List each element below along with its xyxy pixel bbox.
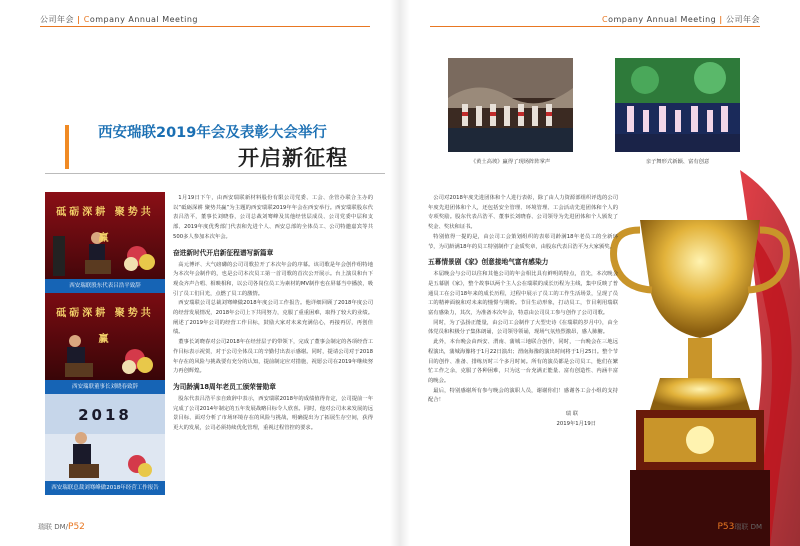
body-paragraph: 股东代表吕浩平亲自致辞中表示，西安瑞联2018年的成绩值得肯定，公司提前一年完成了公司2014年制定的五年发展战略目标令人欣喜。同时，他对公司未来发展的远景目标、面对分析了市场环境存在的风险与挑战，明确提出为了拓展生存空间，获得更大的发展，公司必须持续优化管理，重视过程管控的要求。 [173, 395, 373, 432]
stage-photo [615, 58, 740, 152]
body-paragraph: 公司对2018年度先进团体和个人进行表彰，除了由人力资源部组织评选的公司年度先进团体和个人，还包括安全管理、环境管理、工会活动先进团体和个人的专项奖励。股东代表吕浩平、董事长刘晓春、公司领导为先进团体和个人颁发了奖金、奖状和证书。 [428, 195, 618, 231]
right-text-column [428, 194, 618, 429]
stage-photo [448, 58, 573, 152]
body-paragraph: 董事长刘晓春对公司2018年在经营层子的带领下，完成了董事会制定的各项经营工作目标表示祝贺，对于公司全体员工的辛勤付出表示感谢。同时，提请公司对于2018年存在的风险与挑战要有充分的认知，提前制定应对措施，祝愿公司在2019年继续努力再创辉煌。 [173, 339, 373, 375]
body-paragraph: 高元博评、大气磅礴的公司司歌拉开了本次年会的序幕。该司歌是年会创作组特地为本次年会制作的，也是公司本次员工第一首司歌的首次公开展示。台上演员和台下观众齐声合唱、相映相和，以公司各岗位员工为素材的MV制作也在屏幕当中播放，吸引了员工们目光，点燃了员工的激情。 [173, 261, 373, 297]
header-en-rest: ompany Annual Meeting [608, 15, 717, 24]
header-en-initial: C [602, 15, 609, 24]
title-accent-bar [65, 125, 69, 169]
header-en-rest: ompany Annual Meeting [89, 15, 198, 24]
photo-performance-loess [448, 58, 573, 152]
header-rule [40, 26, 370, 27]
photo-caption: 西安瑞联股东代表吕浩平致辞 [45, 279, 165, 293]
article-title: 西安瑞联2019年会及表彰大会举行 [98, 125, 327, 141]
photo-president-report [45, 394, 165, 495]
left-page-number [38, 522, 85, 532]
header-cn-label: 公司年会 [726, 15, 760, 24]
photo-caption: 西安瑞联董事长刘晓春致辞 [45, 380, 165, 394]
stage-banner-text: 砥砺深耕 聚势共赢 [56, 308, 154, 345]
signature-author: 瑞 联 [565, 411, 578, 418]
header-en-initial: C [83, 15, 90, 24]
right-page [400, 0, 800, 546]
body-paragraph: 西安瑞联公司总裁刘骞峰做2018年度公司工作报告。他详细回顾了2018年度公司的经营发展情况，2018年公司上下共同努力，克服了重重困难，取得了较大的业绩。阐述了2019年公司的经营工作目标，鼓励大家对未来充满信心，再接再厉，再创佳绩。 [173, 300, 373, 336]
stage-banner-text: 2018 [78, 406, 132, 424]
body-paragraph: 最后，特别感谢所有参与晚会的演职人员，谢谢你们！感谢各工会小组的支持配合！ [428, 387, 618, 404]
body-paragraph: 此外，本台晚会由西安、渭南、蒲城三地联合创作，同时，一台晚会在三地远程演出，蒲城海豫将于1月22日演出；渭南海豫的演出时间将于1月25日。整个节目的创作、准备、排练历时三个多月时间。所有的演员都是公司员工，他们在繁忙工作之余，克服了各种困难，只为这一台充满正能量、富有创造性、内涵丰富的晚会。 [428, 339, 618, 384]
title-divider [45, 173, 385, 174]
article-subtitle: 开启新征程 [238, 146, 348, 170]
body-paragraph: 同时，为了弘扬正能量，由公司工会制作了大型史诗《在瑞联的岁月中》，由全体党员和积极分子集体朗诵，公司领导领诵，现场气氛热烈激昂，感人肺腑。 [428, 319, 618, 336]
body-paragraph: 本届晚会与公司以往和其他公司的年会相比具有鲜明的特点，首先，本次晚会是五幕剧《家》，整个故事以两个主人公在瑞联的成长历程为主线，集中反映了普通员工在公司18年来的成长历程，过程中展示了员工的工作生活场景，呈现了员工的精神面貌和对未来的憧憬与期盼。节目生动形象，打动员工，节目利用瑞联富有感染力，其次，为准备本次年会，特意由公司员工参与创作了公司司歌。 [428, 271, 618, 317]
intro-paragraph: 1月19日下午，由西安瑞联新材料股份有限公司党委、工会、企管办联合主办的以“砥砺深耕 聚势共赢”为主题的西安瑞联2019年年会在西安举行。西安瑞联股东代表吕浩平，董事长刘晓春，公司总裁刘骞峰及其他经营层成员、公司党委中层和支部、2019年度优秀部门代表和先进个人、西安总部的全体员工、公司特邀嘉宾等共500多人参加本次年会。 [173, 195, 373, 240]
photo-parent-child-dance [615, 58, 740, 152]
footer-label: 瑞联 DM [734, 523, 762, 531]
section-heading: 五幕情景剧《家》创意接地气富有感染力 [428, 258, 549, 267]
section-heading: 奋进新时代开启新征程谱写新篇章 [173, 248, 274, 257]
photo-caption: 亲子舞形式新颖、富有创意 [645, 159, 710, 165]
right-running-header: Company Annual Meeting | 公司年会 [602, 15, 760, 24]
left-running-header: 公司年会 | Company Annual Meeting [40, 15, 198, 24]
page-number: P52 [68, 522, 85, 532]
stage-banner-text: 砥砺深耕 聚势共赢 [56, 207, 154, 244]
left-text-column [173, 194, 373, 434]
photo-caption: 西安瑞联总裁刘骞峰做2018年经营工作报告 [45, 481, 165, 495]
signature-date: 2019年1月19日 [556, 420, 596, 427]
header-cn-label: 公司年会 [40, 15, 74, 24]
spine-shadow [390, 0, 410, 546]
body-paragraph: 特别值得一提的是，由公司工会策划组织的表彰司龄满18年老员工的全新环节，为司龄满18年的员工特别制作了金质奖章，由股东代表吕浩平为大家颁奖。 [428, 233, 618, 250]
page-number: P53 [717, 522, 735, 532]
photo-caption: 《黄土高坡》赢得了现场阵阵掌声 [470, 159, 551, 165]
footer-label: 瑞联 DM/ [38, 523, 69, 531]
header-rule [430, 26, 760, 27]
trophy-illustration [600, 170, 800, 546]
photo-shareholder-speech [45, 192, 165, 293]
section-heading: 为司龄满18周年老员工颁荣誉勋章 [173, 382, 276, 391]
right-page-number [717, 522, 762, 532]
photo-chairman-speech [45, 293, 165, 394]
